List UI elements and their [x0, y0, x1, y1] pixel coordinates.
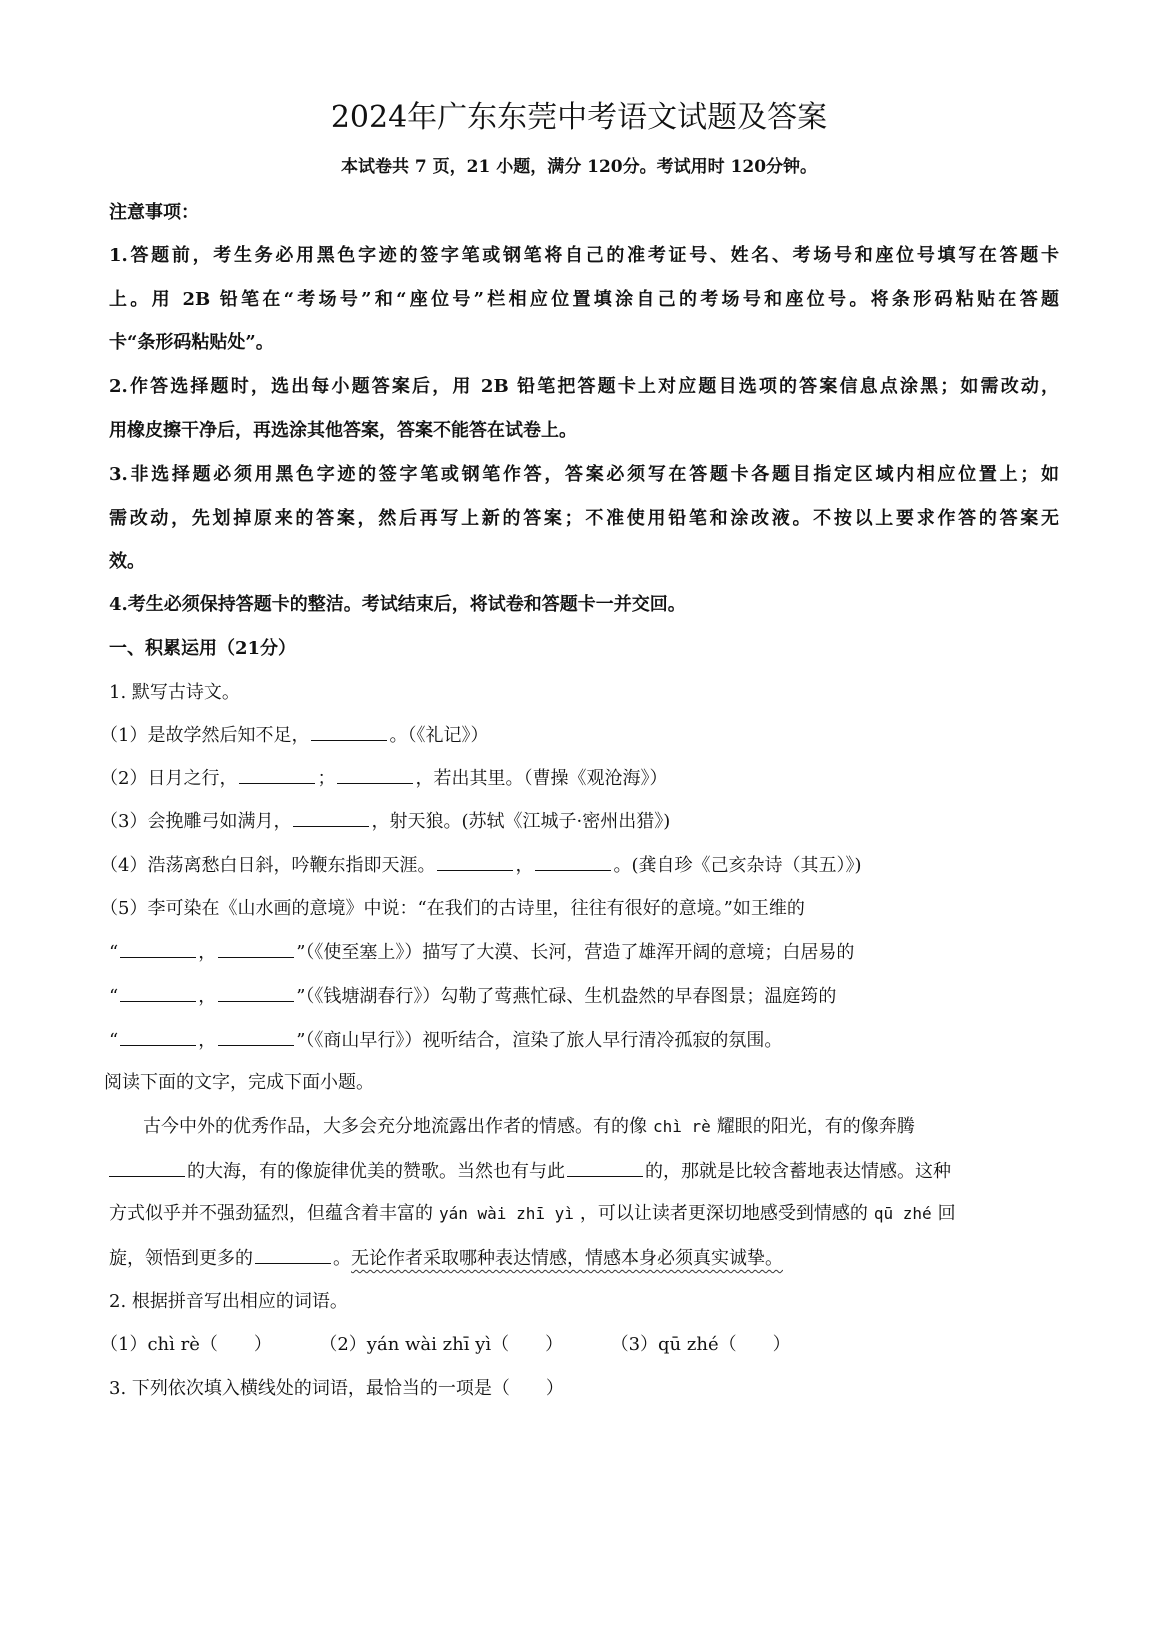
note-1-line-3: 卡“条形码粘贴处”。	[109, 332, 274, 353]
answer-blank[interactable]	[109, 1158, 185, 1177]
question-1: 1. 默写古诗文。	[109, 682, 240, 703]
answer-blank[interactable]	[218, 1027, 294, 1046]
note-4: 4.考生必须保持答题卡的整洁。考试结束后，将试卷和答题卡一并交回。	[109, 594, 686, 615]
question-1-5-baijuyi: “ ， ”（《钱塘湖春行》）勾勒了莺燕忙碌、生机盎然的早春图景；温庭筠的	[109, 983, 1059, 1010]
page-title: 2024年广东东莞中考语文试题及答案	[330, 100, 828, 135]
pinyin-quzhe: qū zhé	[873, 1204, 932, 1223]
answer-blank[interactable]	[437, 852, 513, 871]
passage-line-4: 旋，领悟到更多的 。无论作者采取哪种表达情感，情感本身必须真实诚挚。	[109, 1245, 1059, 1272]
question-1-5-wangwei: “ ， ”（《使至塞上》）描写了大漠、长河，营造了雄浑开阔的意境；白居易的	[109, 939, 1059, 966]
answer-blank[interactable]	[535, 852, 611, 871]
reading-intro: 阅读下面的文字，完成下面小题。	[104, 1072, 374, 1093]
passage-line-3: 方式似乎并不强劲猛烈，但蕴含着丰富的 yán wài zhī yì ，可以让读者更深切地感受到情感的 qū zhé 回	[109, 1203, 956, 1224]
question-2: 2. 根据拼音写出相应的词语。	[109, 1291, 348, 1312]
question-2-1[interactable]: （1）chì rè（ ）	[100, 1334, 272, 1355]
note-2-line-1: 2.作答选择题时，选出每小题答案后，用 2B 铅笔把答题卡上对应题目选项的答案信息点涂黑；如需改动，	[109, 376, 1059, 397]
underlined-sentence: 无论作者采取哪种表达情感，情感本身必须真实诚挚。	[351, 1248, 783, 1269]
question-3: 3. 下列依次填入横线处的词语，最恰当的一项是（ ）	[109, 1378, 564, 1399]
answer-blank[interactable]	[337, 765, 413, 784]
passage-line-2: 的大海，有的像旋律优美的赞歌。当然也有与此 的，那就是比较含蓄地表达情感。这种	[109, 1158, 1059, 1185]
answer-blank[interactable]	[218, 939, 294, 958]
pinyin-yanwaizhiyi: yán wài zhī yì	[439, 1204, 574, 1223]
note-1-line-1: 1.答题前，考生务必用黑色字迹的签字笔或钢笔将自己的准考证号、姓名、考场号和座位号填写在答题卡	[109, 245, 1059, 266]
answer-blank[interactable]	[120, 939, 196, 958]
note-3-line-1: 3.非选择题必须用黑色字迹的签字笔或钢笔作答，答案必须写在答题卡各题目指定区域内相应位置上；如	[109, 464, 1059, 485]
note-1-line-2: 上。用 2B 铅笔在“考场号”和“座位号”栏相应位置填涂自己的考场号和座位号。将条形码粘贴在答题	[109, 289, 1059, 310]
answer-blank[interactable]	[218, 983, 294, 1002]
question-2-3[interactable]: （3）qū zhé（ ）	[610, 1334, 791, 1355]
answer-blank[interactable]	[293, 808, 369, 827]
note-2-line-2: 用橡皮擦干净后，再选涂其他答案，答案不能答在试卷上。	[109, 420, 577, 441]
notes-heading: 注意事项：	[109, 202, 199, 223]
question-1-5-wentingyun: “ ， ”（《商山早行》）视听结合，渲染了旅人早行清冷孤寂的氛围。	[109, 1027, 1059, 1054]
note-3-line-2: 需改动，先划掉原来的答案，然后再写上新的答案；不准使用铅笔和涂改液。不按以上要求作答的答案无	[109, 508, 1059, 529]
answer-blank[interactable]	[311, 722, 387, 741]
pinyin-chire: chì rè	[653, 1117, 711, 1136]
passage-line-1: 古今中外的优秀作品，大多会充分地流露出作者的情感。有的像 chì rè 耀眼的阳光，有的像奔腾	[143, 1116, 915, 1137]
answer-blank[interactable]	[120, 1027, 196, 1046]
answer-blank[interactable]	[120, 983, 196, 1002]
note-3-line-3: 效。	[109, 551, 145, 572]
answer-blank[interactable]	[567, 1158, 643, 1177]
section-heading: 一、积累运用（21分）	[109, 638, 297, 659]
question-2-2[interactable]: （2）yán wài zhī yì（ ）	[319, 1334, 564, 1355]
question-1-1: （1）是故学然后知不足， 。（《礼记》）	[100, 722, 1050, 749]
exam-info: 本试卷共 7 页，21 小题，满分 120分。考试用时 120分钟。	[340, 157, 818, 177]
question-2-items	[100, 1332, 1050, 1358]
question-1-5: （5）李可染在《山水画的意境》中说：“在我们的古诗里，往往有很好的意境。”如王维的	[100, 898, 805, 919]
answer-blank[interactable]	[239, 765, 315, 784]
question-1-3: （3）会挽雕弓如满月， ，射天狼。(苏轼《江城子·密州出猎》)	[100, 808, 1050, 835]
question-1-4: （4）浩荡离愁白日斜，吟鞭东指即天涯。 ， 。(龚自珍《己亥杂诗（其五）》)	[100, 852, 1050, 879]
answer-blank[interactable]	[255, 1245, 331, 1264]
question-1-2: （2）日月之行， ； ，若出其里。（曹操《观沧海》）	[100, 765, 1050, 792]
